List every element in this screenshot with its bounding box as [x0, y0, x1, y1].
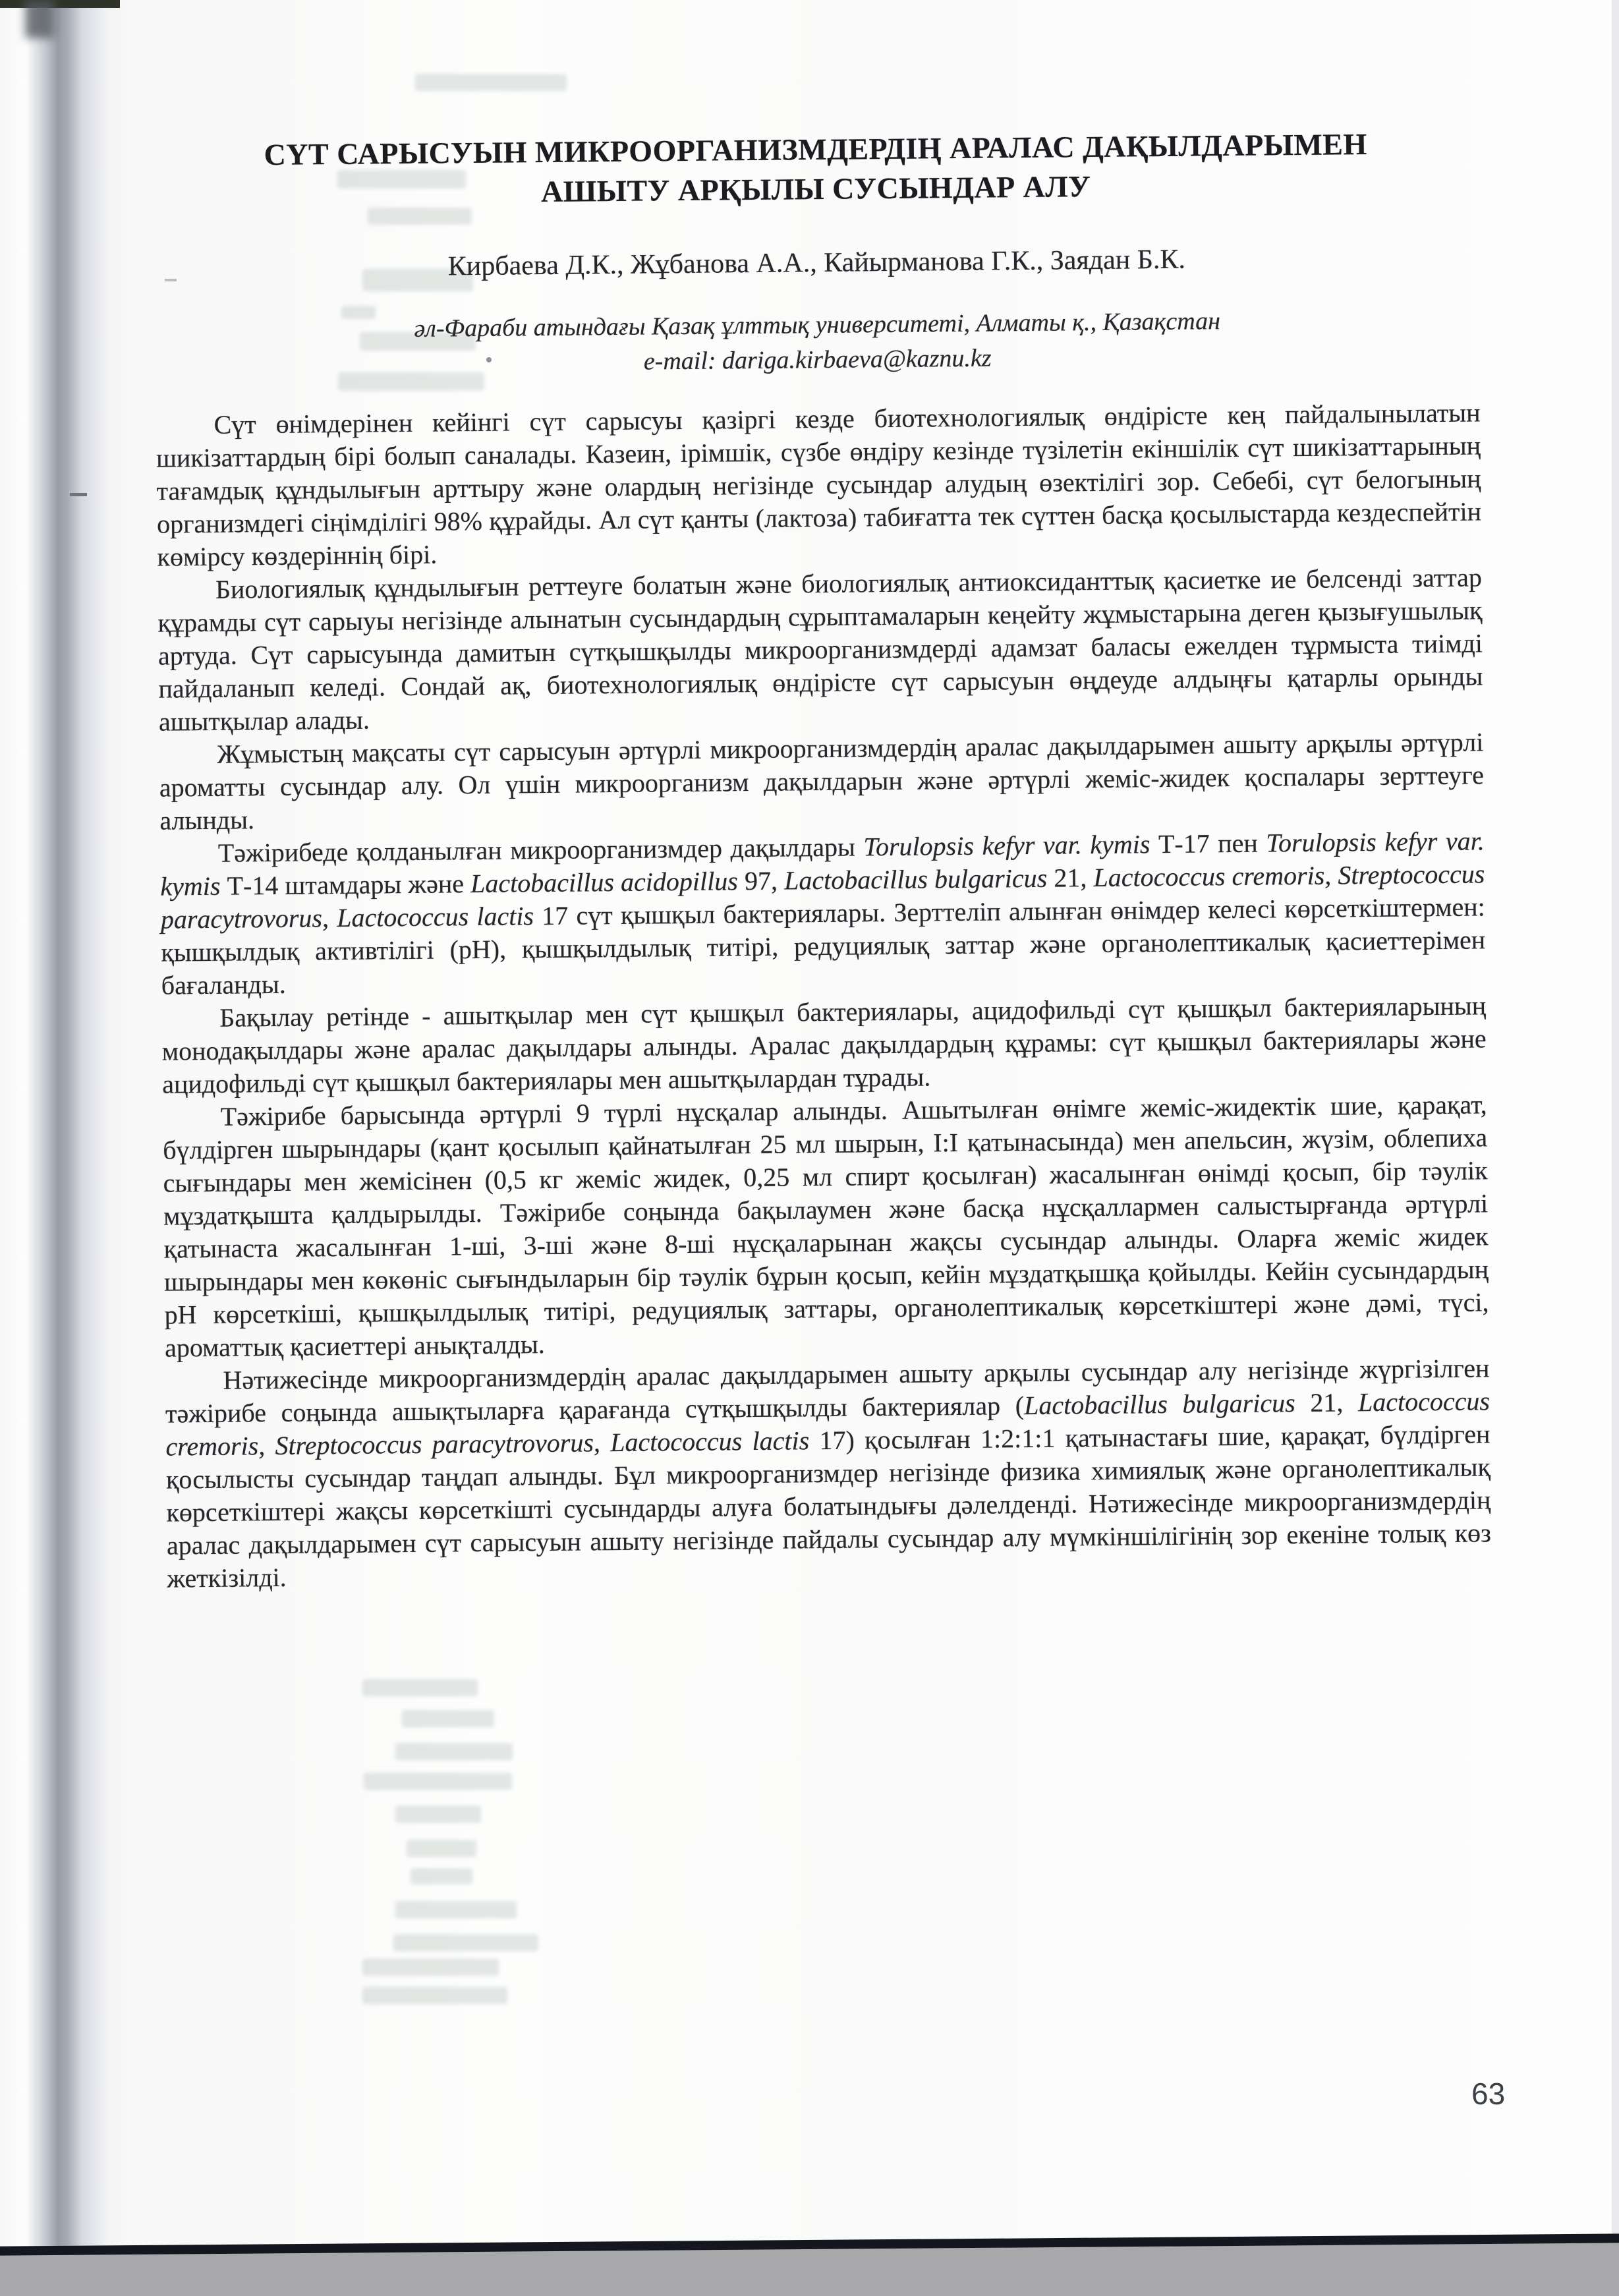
bleed-through-artifact: [393, 1934, 538, 1951]
scan-gutter-top-shadow: [25, 0, 54, 38]
article-title: [153, 123, 1478, 215]
scan-right-edge: [1612, 0, 1619, 2296]
bleed-through-artifact: [364, 1773, 512, 1790]
bleed-through-artifact: [407, 1840, 476, 1857]
title-line-1: СҮТ САРЫСУЫН МИКРООРГАНИЗМДЕРДІҢ АРАЛАС ДАҚЫЛДАРЫМЕН: [264, 127, 1367, 172]
bleed-through-artifact: [362, 1987, 507, 2004]
bleed-through-artifact: [395, 1806, 481, 1823]
bleed-through-artifact: [362, 1959, 499, 1976]
abstract-body: [156, 396, 1491, 1595]
email-line: e-mail: dariga.kirbaeva@kaznu.kz: [643, 344, 992, 376]
bleed-through-artifact: [411, 1868, 472, 1884]
authors-line: Кирбаева Д.К., Жұбанова А.А., Кайырманова Г.К., Заядан Б.К.: [447, 244, 1186, 282]
scan-gutter-shadow: [0, 0, 138, 2296]
paragraph: Нәтижесінде микроорганизмдердің аралас дақылдарымен ашыту арқылы сусындар алу негізінде жүргізілген тәжірибе соңында ашықтыларға қарағанда сүтқышқылды бактериялар (Lactobacillus bulgaricus 21, Lactococcus cremoris, Streptococcus paracytrovorus, Lactococcus lactis 17) қосылған 1:2:1:1 қатынастағы шие, қарақат, бүлдірген қосылысты сусындар таңдап алынды. Бұл микроорганизмдер негізінде физика химиялық және органолептикалық көрсеткіштері жақсы көрсеткішті сусындарды алуға болатындығы дәлелденді. Нәтижесінде микроорганизмдердің аралас дақылдарымен сүт сарысуын ашыту негізінде пайдалы сусындар алу мүмкіншілігінің зор екеніне толық көз жеткізілді.: [165, 1353, 1492, 1593]
paragraph: Жұмыстың мақсаты сүт сарысуын әртүрлі микроорганизмдердің аралас дақылдарымен ашыту арқылы әртүрлі ароматты сусындар алу. Ол үшін микроорганизм дақылдарын және әртүрлі жеміс-жидек қоспалары зерттеуге алынды.: [159, 727, 1485, 836]
affiliation-line: әл-Фараби атындағы Қазақ ұлттық университеті, Алматы қ., Қазақстан: [414, 307, 1221, 343]
smudge-artifact: [70, 493, 87, 496]
paragraph: Тәжірибеде қолданылған микроорганизмдер дақылдары Torulopsis kefyr var. kymis Т-17 пен Torulopsis kefyr var. kymis Т-14 штамдары және Lactobacillus acidopillus 97, Lactobacillus bulgaricus 21, Lactococcus cremoris, Streptococcus paracytrovorus, Lactococcus lactis 17 сүт қышқыл бактериялары. Зерттеліп алынған өнімдер келесі көрсеткіштермен: қышқылдық активтілігі (рН), қышқылдылық титірі, редуциялық заттар және органолептикалық қасиеттерімен бағаланды.: [160, 826, 1486, 1000]
paragraph: Бақылау ретінде - ашытқылар мен сүт қышқыл бактериялары, ацидофильді сүт қышқыл бактерияларының монодақылдары және аралас дақылдары алынды. Аралас дақылдардың құрамы: сүт қышқыл бактериялары және ацидофильді сүт қышқыл бактериялары мен ашытқылардан тұрады.: [161, 990, 1487, 1099]
bleed-through-artifact: [395, 1901, 517, 1918]
bleed-through-artifact: [402, 1710, 494, 1727]
paragraph: Тәжірибе барысында әртүрлі 9 түрлі нұсқалар алынды. Ашытылған өнімге жеміс-жидектік шие, қарақат, бүлдірген шырындары (қант қосылып қайнатылған 25 мл шырын, I:I қатынасында) мен апельсин, жүзім, облепиха сығындары мен жемісінен (0,5 кг жеміс жидек, 0,25 мл спирт қосылған) жасалынған өнімді қосып, бір тәулік мұздатқышта қалдырылды. Тәжірибе соңында бақылаумен және басқа нұсқаллармен салыстырғанда әртүрлі қатынаста жасалынған 1-ші, 3-ші және 8-ші нұсқаларынан жақсы сусындар алынды. Оларға жеміс жидек шырындары мен көкөніс сығындыларын бір тәулік бұрын қосып, кейін мұздатқышқа қойылды. Кейін сусындардың рН көрсеткіші, қышқылдылық титірі, редуциялық заттары, органолептикалық көрсеткіштері және дәмі, түсі, ароматтық қасиеттері анықталды.: [162, 1089, 1489, 1363]
bleed-through-artifact: [362, 1679, 478, 1696]
paragraph: Биологиялық құндылығын реттеуге болатын және биологиялық антиоксиданттық қасиетке ие белсенді заттар құрамды сүт сарыуы негізінде алынатын сусындардың сұрыптамаларын кеңейту жұмыстарына деген қызығушылық артуда. Сүт сарысуында дамитын сүтқышқылды микроорганизмдерді адамзат баласы ежелден тұрмыста тиімді пайдаланып келеді. Сондай ақ, биотехнологиялық өндірісте сүт сарысуын өңдеуде алдыңғы қатарлы орынды ашытқылар алады.: [157, 562, 1483, 737]
paragraph: Сүт өнімдерінен кейінгі сүт сарысуы қазіргі кезде биотехнологиялық өндірісте кең пайдалынылатын шикізаттардың бірі болып саналады. Казеин, ірімшік, сүзбе өндіру кезінде түзілетін екіншілік сүт шикізаттарының тағамдық құндылығын арттыру және олардың негізінде сусындар алудың өзектілігі зор. Себебі, сүт белогының организмдегі сіңімділігі 98% құрайды. Ал сүт қанты (лактоза) табиғатта тек сүттен басқа қосылыстарда кездеспейтін көмірсу көздеріннің бірі.: [156, 397, 1482, 572]
title-line-2: АШЫТУ АРҚЫЛЫ СУСЫНДАР АЛУ: [540, 169, 1091, 209]
scan-corner-artifact: [0, 0, 120, 8]
page-number: 63: [1471, 2077, 1506, 2111]
bleed-through-artifact: [395, 1743, 513, 1760]
article: [153, 123, 1491, 1595]
bleed-through-artifact: [415, 74, 567, 91]
